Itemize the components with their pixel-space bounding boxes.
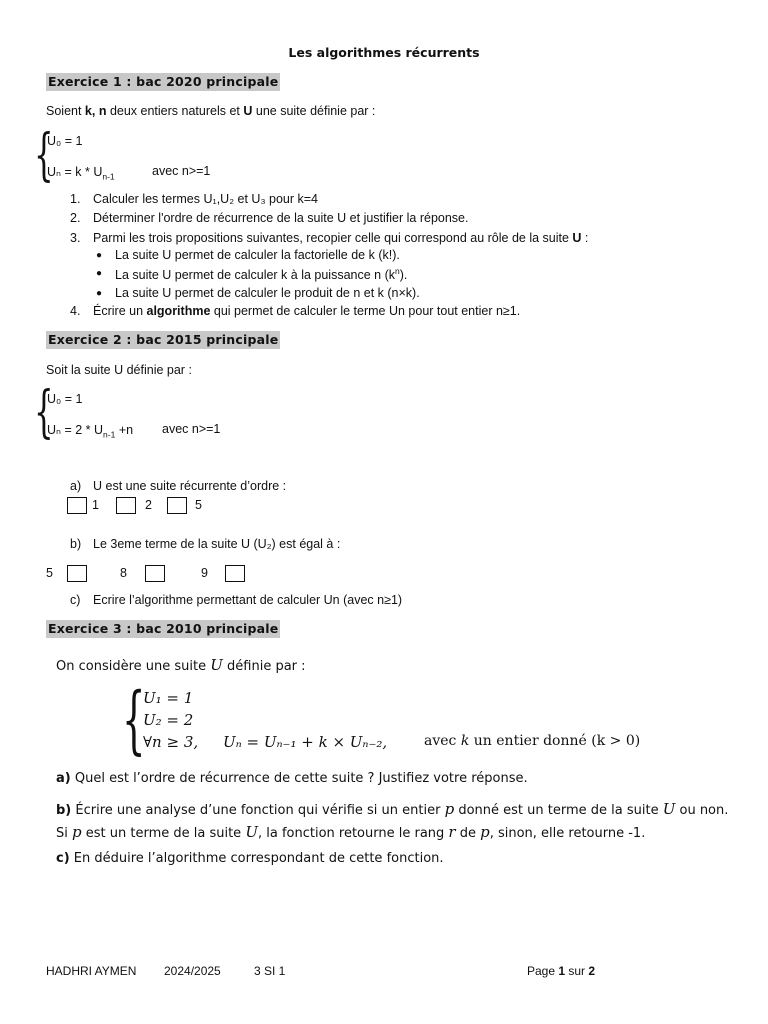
checkbox-qb-8[interactable] [145,565,165,582]
ex2-qa-option-1: 1 [92,498,99,512]
bullet-icon: ● [96,250,103,261]
bullet-icon: ● [96,268,103,279]
footer-page-number: Page 1 sur 2 [527,964,596,978]
ex3-qc: c) En déduire l’algorithme correspondant de cette fonction. [56,851,444,866]
document-title: Les algorithmes récurrents [288,45,480,60]
ex2-qb-label: b) [70,537,82,551]
ex2-un: $U_n = 2 * U_{n-1} +n$ [47,423,134,440]
ex2-intro: Soit la suite U définie par : [46,363,192,377]
ex1-option-2: La suite U permet de calculer k à la puissance n $(k^n)$. [115,266,408,283]
ex2-qa: U est une suite récurrente d’ordre : [93,479,287,493]
ex3-line-3-quantifier: ∀n ≥ 3, [143,733,199,751]
ex2-system-brace: { [34,380,54,445]
ex3-qb: b) Écrire une analyse d’une fonction qui vérifie si un entier p donné est un terme de la suite U ou non. [56,800,729,818]
ex3-line-3-recurrence: Uₙ = Uₙ₋₁ + k × Uₙ₋₂, [223,733,388,751]
footer-class: 3 SI 1 [254,964,286,978]
ex2-qb-option-5: 5 [46,566,53,580]
ex2-un-condition: avec n>=1 [162,422,221,436]
ex2-u0: U₀ = 1 [47,392,83,406]
ex3-system-brace: { [122,677,146,763]
ex1-q4: Écrire un algorithme qui permet de calculer le terme Un pour tout entier n≥1. [93,304,521,318]
ex1-q3: Parmi les trois propositions suivantes, recopier celle qui correspond au rôle de la suite U : [93,231,589,245]
ex2-qb: Le 3eme terme de la suite U (U₂) est égal à : [93,537,341,551]
ex2-qc-label: c) [70,593,81,607]
ex3-line-3-condition: avec k un entier donné (k > 0) [424,733,641,749]
ex3-intro: On considère une suite U définie par : [56,656,306,674]
ex1-q4-number: 4. [70,304,81,318]
ex1-q2: Déterminer l'ordre de récurrence de la suite U et justifier la réponse. [93,211,469,225]
exercise-1-header: Exercice 1 : bac 2020 principale [48,74,279,89]
ex3-qb-continued: Si p est un terme de la suite U, la fonction retourne le rang r de p, sinon, elle retourne -1. [56,823,646,841]
ex1-q3-number: 3. [70,231,81,245]
footer-author: HADHRI AYMEN [46,964,137,978]
ex2-qc: Ecrire l’algorithme permettant de calculer Un (avec n≥1) [93,593,403,607]
exercise-2-header: Exercice 2 : bac 2015 principale [48,332,279,347]
ex1-option-3: La suite U permet de calculer le produit de n et k (n×k). [115,286,420,300]
exercise-3-header: Exercice 3 : bac 2010 principale [48,621,279,636]
ex1-q1: Calculer les termes U₁,U₂ et U₃ pour k=4 [93,192,318,206]
checkbox-qa-2[interactable] [116,497,136,514]
ex1-option-1: La suite U permet de calculer la factorielle de k (k!). [115,248,400,262]
ex3-line-2: U₂ = 2 [143,711,194,729]
ex2-qb-option-9: 9 [201,566,208,580]
ex1-intro: Soient k, n deux entiers naturels et U une suite définie par : [46,104,376,118]
ex1-q2-number: 2. [70,211,81,225]
ex1-system-brace: { [34,123,54,188]
footer-year: 2024/2025 [164,964,221,978]
checkbox-qa-5[interactable] [167,497,187,514]
ex2-qa-label: a) [70,479,82,493]
ex2-qa-option-2: 2 [145,498,152,512]
ex3-qa: a) Quel est l’ordre de récurrence de cette suite ? Justifiez votre réponse. [56,771,528,786]
checkbox-qa-1[interactable] [67,497,87,514]
ex2-qb-option-8: 8 [120,566,127,580]
ex1-u0: U₀ = 1 [47,134,83,148]
ex1-un-condition: avec n>=1 [152,164,211,178]
ex2-qa-option-5: 5 [195,498,202,512]
ex3-line-1: U₁ = 1 [143,689,194,707]
bullet-icon: ● [96,288,103,299]
ex1-un: $U_n = k * U_{n-1}$ [47,165,115,182]
checkbox-qb-5[interactable] [67,565,87,582]
checkbox-qb-9[interactable] [225,565,245,582]
ex1-q1-number: 1. [70,192,81,206]
